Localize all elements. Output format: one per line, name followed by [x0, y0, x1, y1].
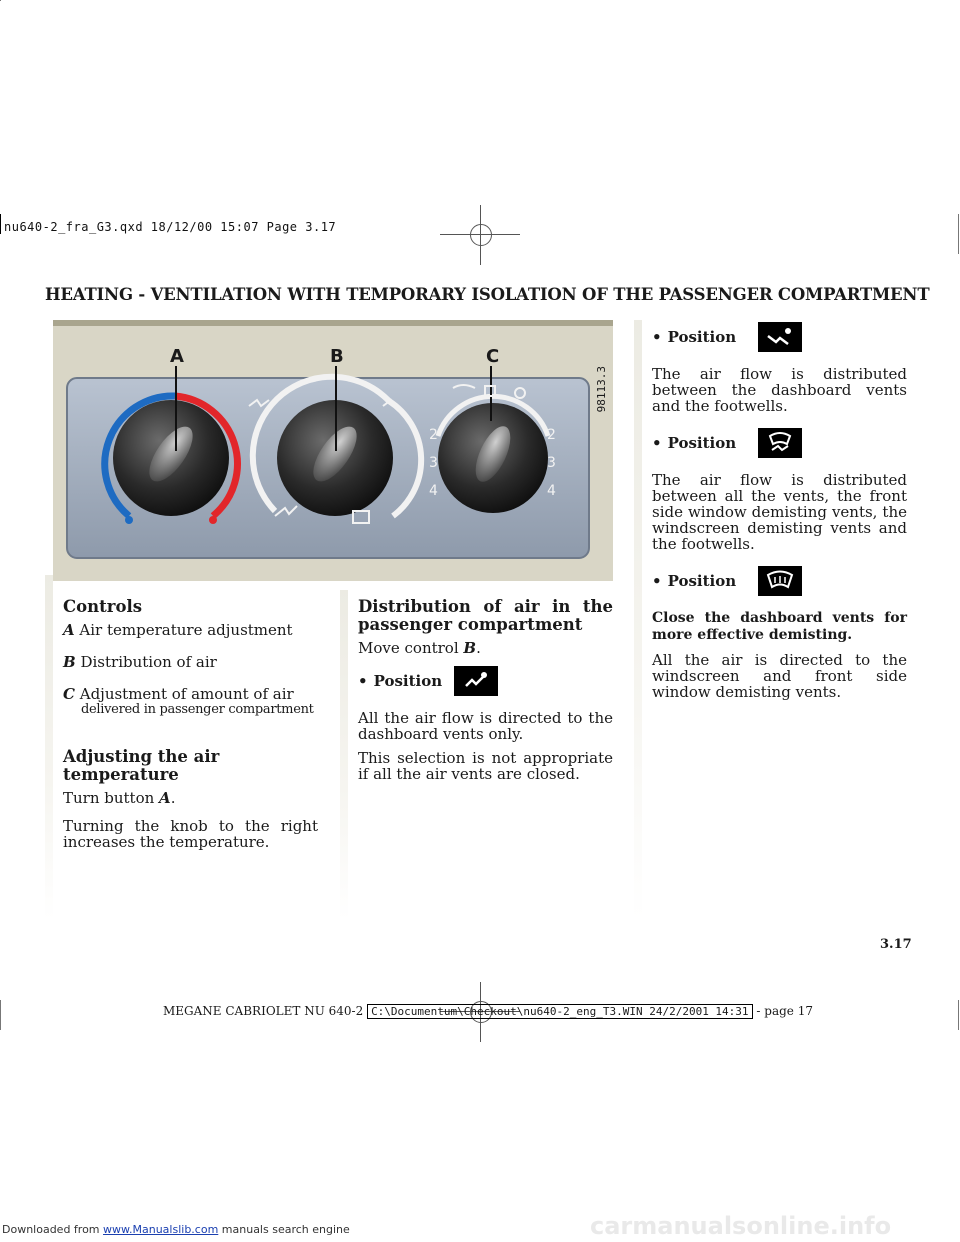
right-note: Close the dashboard vents for more effective demisting. [652, 610, 907, 643]
adjust-heading: Adjusting the air temperature [63, 747, 220, 784]
vent-face-feet-icon [758, 322, 802, 352]
controls-heading: Controls [63, 597, 143, 616]
label-c: C [486, 346, 500, 367]
distribution-heading: Distribution of air in the passenger compartment [358, 597, 613, 634]
distribution-p2: This selection is not appropriate if all the air vents are closed. [358, 749, 613, 783]
position-windscreen: • Position [652, 566, 907, 596]
crop-mark-bottom-right [958, 1000, 959, 1030]
right-column-shade [634, 320, 642, 920]
page-title: HEATING - VENTILATION WITH TEMPORARY ISOLATION OF THE PASSENGER COMPARTMENT [45, 285, 930, 304]
left-column-shade [45, 575, 53, 920]
adjust-note: Turning the knob to the right increases the temperature. [63, 817, 318, 851]
manualslib-link[interactable]: www.Manualslib.com [103, 1223, 219, 1236]
knob-c [438, 403, 548, 513]
crop-mark-bottom-left [0, 1000, 1, 1030]
right-section [652, 322, 907, 700]
right-p1: The air flow is distributed between the dashboard vents and the footwells. [652, 365, 907, 415]
registration-mark-top [440, 205, 520, 265]
controls-section [63, 598, 318, 850]
position-face: • Position [358, 666, 613, 696]
speed-labels-right: 2 3 4 [547, 427, 556, 499]
watermark: carmanualsonline.info [590, 1212, 892, 1240]
figure-ref: 98113.3 [595, 366, 608, 413]
distribution-p1: All the air flow is directed to the dashboard vents only. [358, 709, 613, 743]
position-all-demist: • Position [652, 428, 907, 458]
download-note: Downloaded from www.Manualslib.com manuals search engine [2, 1223, 350, 1236]
control-b: B Distribution of air [63, 653, 217, 671]
position-face-feet: • Position [652, 322, 907, 352]
page-number: 3.17 [880, 937, 912, 952]
heater-panel-illustration [53, 326, 613, 581]
control-c: C Adjustment of amount of air [63, 685, 294, 703]
vent-face-icon [454, 666, 498, 696]
file-slug: nu640-2_fra_G3.qxd 18/12/00 15:07 Page 3.17 [4, 220, 337, 234]
distribution-move: Move control B. [358, 639, 481, 657]
vent-all-demist-icon [758, 428, 802, 458]
print-footer: MEGANE CABRIOLET NU 640-2 C:\Documentum\Checkout\nu640-2_eng_T3.WIN 24/2/2001 14:31 - page 17 [163, 1004, 813, 1018]
windscreen-demist-icon [758, 566, 802, 596]
control-c-cont: delivered in passenger compartment [81, 702, 314, 717]
adjust-step: Turn button A. [63, 789, 176, 807]
middle-column-shade [340, 590, 348, 920]
speed-labels-left: 2 3 4 [429, 427, 438, 499]
knob-a [113, 400, 229, 516]
crop-mark [0, 0, 1, 1]
footer-path: C:\Documentum\Checkout\nu640-2_eng_T3.WIN 24/2/2001 14:31 [367, 1004, 753, 1019]
label-b: B [330, 346, 344, 367]
right-p3: All the air is directed to the windscreen and front side window demisting vents. [652, 651, 907, 701]
right-p2: The air flow is distributed between all the vents, the front side window demisting vents, the windscreen demisting vents and the footwells. [652, 471, 907, 553]
control-a: A Air temperature adjustment [63, 621, 293, 639]
control-panel-figure [53, 320, 613, 581]
distribution-section [358, 598, 613, 782]
crop-mark-top-right [958, 214, 959, 254]
label-a: A [170, 346, 184, 367]
